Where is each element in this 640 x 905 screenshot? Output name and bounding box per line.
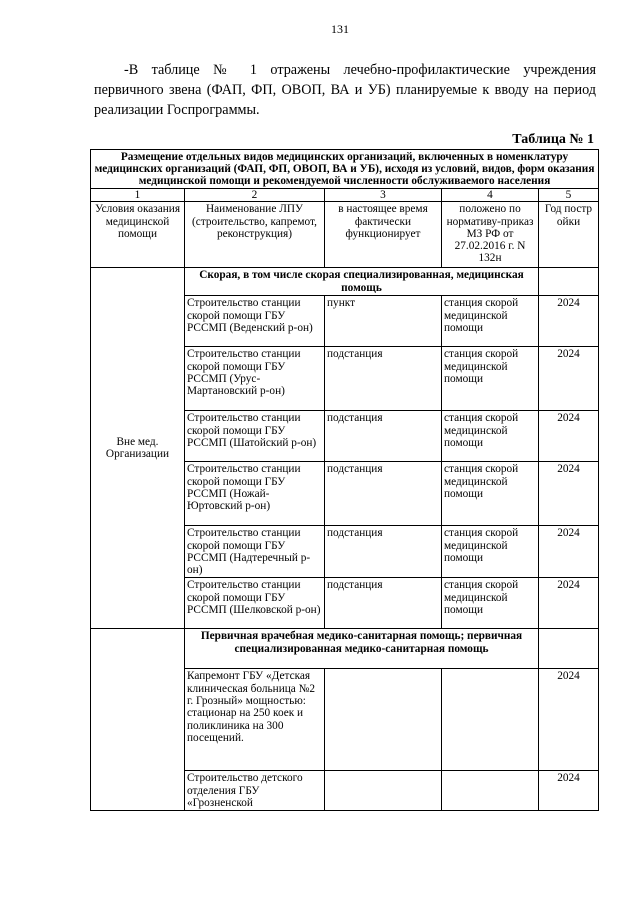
build-year: 2024 bbox=[539, 296, 599, 347]
page-number: 131 bbox=[331, 22, 349, 36]
current-status: подстанция bbox=[325, 578, 442, 629]
current-status: подстанция bbox=[325, 462, 442, 526]
current-status: подстанция bbox=[325, 526, 442, 578]
header-year: Год постр ойки bbox=[539, 202, 599, 268]
lpu-name: Строительство станции скорой помощи ГБУ РССМП (Надтеречный р-он) bbox=[185, 526, 325, 578]
norm-status: станция скорой медицинской помощи bbox=[442, 462, 539, 526]
current-status: подстанция bbox=[325, 411, 442, 462]
header-norm: положено по нормативу-приказ МЗ РФ от 27.02.2016 г. N 132н bbox=[442, 202, 539, 268]
column-number-row bbox=[91, 189, 599, 202]
empty-cell bbox=[539, 268, 599, 296]
norm-status: станция скорой медицинской помощи bbox=[442, 296, 539, 347]
intro-paragraph bbox=[94, 60, 596, 120]
lpu-name: Строительство станции скорой помощи ГБУ РССМП (Урус-Мартановский р-он) bbox=[185, 347, 325, 411]
current-status bbox=[325, 669, 442, 771]
empty-cell bbox=[539, 629, 599, 669]
section-header-row bbox=[91, 629, 599, 669]
col-number-4: 4 bbox=[442, 189, 539, 202]
lpu-name: Строительство станции скорой помощи ГБУ РССМП (Шатойский р-он) bbox=[185, 411, 325, 462]
col-number-5: 5 bbox=[539, 189, 599, 202]
lpu-name: Капремонт ГБУ «Детская клиническая больница №2 г. Грозный» мощностью: стационар на 250 коек и поликлиника на 300 посещений. bbox=[185, 669, 325, 771]
current-status bbox=[325, 771, 442, 811]
table-title: Размещение отдельных видов медицинских организаций, включенных в номенклатуру медицинских организаций (ФАП, ФП, ОВОП, ВА и УБ), исходя из условий, видов, форм оказания медицинской помощи и рекомендуемой численности обслуживаемого населения bbox=[91, 150, 599, 189]
section-header-row bbox=[91, 268, 599, 296]
norm-status bbox=[442, 771, 539, 811]
build-year: 2024 bbox=[539, 669, 599, 771]
build-year: 2024 bbox=[539, 578, 599, 629]
build-year: 2024 bbox=[539, 411, 599, 462]
section-title-emergency: Скорая, в том числе скорая специализированная, медицинская помощь bbox=[185, 268, 539, 296]
condition-cell: Вне мед. Организации bbox=[91, 268, 185, 629]
header-row bbox=[91, 202, 599, 268]
header-lpu-name: Наименование ЛПУ (строительство, капремот, реконструкция) bbox=[185, 202, 325, 268]
placement-table bbox=[90, 149, 599, 811]
norm-status bbox=[442, 669, 539, 771]
norm-status: станция скорой медицинской помощи bbox=[442, 347, 539, 411]
lpu-name: Строительство детского отделения ГБУ «Грозненской bbox=[185, 771, 325, 811]
lpu-name: Строительство станции скорой помощи ГБУ РССМП (Шелковской р-он) bbox=[185, 578, 325, 629]
lpu-name: Строительство станции скорой помощи ГБУ РССМП (Ножай-Юртовский р-он) bbox=[185, 462, 325, 526]
col-number-2: 2 bbox=[185, 189, 325, 202]
header-conditions: Условия оказания медицинской помощи bbox=[91, 202, 185, 268]
section-title-primary-care: Первичная врачебная медико-санитарная помощь; первичная специализированная медико-санитарная помощь bbox=[185, 629, 539, 669]
build-year: 2024 bbox=[539, 771, 599, 811]
table-caption: Таблица № 1 bbox=[512, 132, 594, 147]
current-status: подстанция bbox=[325, 347, 442, 411]
build-year: 2024 bbox=[539, 462, 599, 526]
norm-status: станция скорой медицинской помощи bbox=[442, 526, 539, 578]
build-year: 2024 bbox=[539, 526, 599, 578]
col-number-1: 1 bbox=[91, 189, 185, 202]
empty-condition-cell bbox=[91, 629, 185, 811]
header-current: в настоящее время фактически функционирует bbox=[325, 202, 442, 268]
norm-status: станция скорой медицинской помощи bbox=[442, 411, 539, 462]
build-year: 2024 bbox=[539, 347, 599, 411]
current-status: пункт bbox=[325, 296, 442, 347]
lpu-name: Строительство станции скорой помощи ГБУ РССМП (Веденский р-он) bbox=[185, 296, 325, 347]
intro-text: -В таблице № 1 отражены лечебно-профилактические учреждения первичного звена (ФАП, ФП, ОВОП, ВА и УБ) планируемые к вводу на период реализации Госпрограммы. bbox=[94, 62, 596, 118]
col-number-3: 3 bbox=[325, 189, 442, 202]
norm-status: станция скорой медицинской помощи bbox=[442, 578, 539, 629]
table-title-row bbox=[91, 150, 599, 189]
